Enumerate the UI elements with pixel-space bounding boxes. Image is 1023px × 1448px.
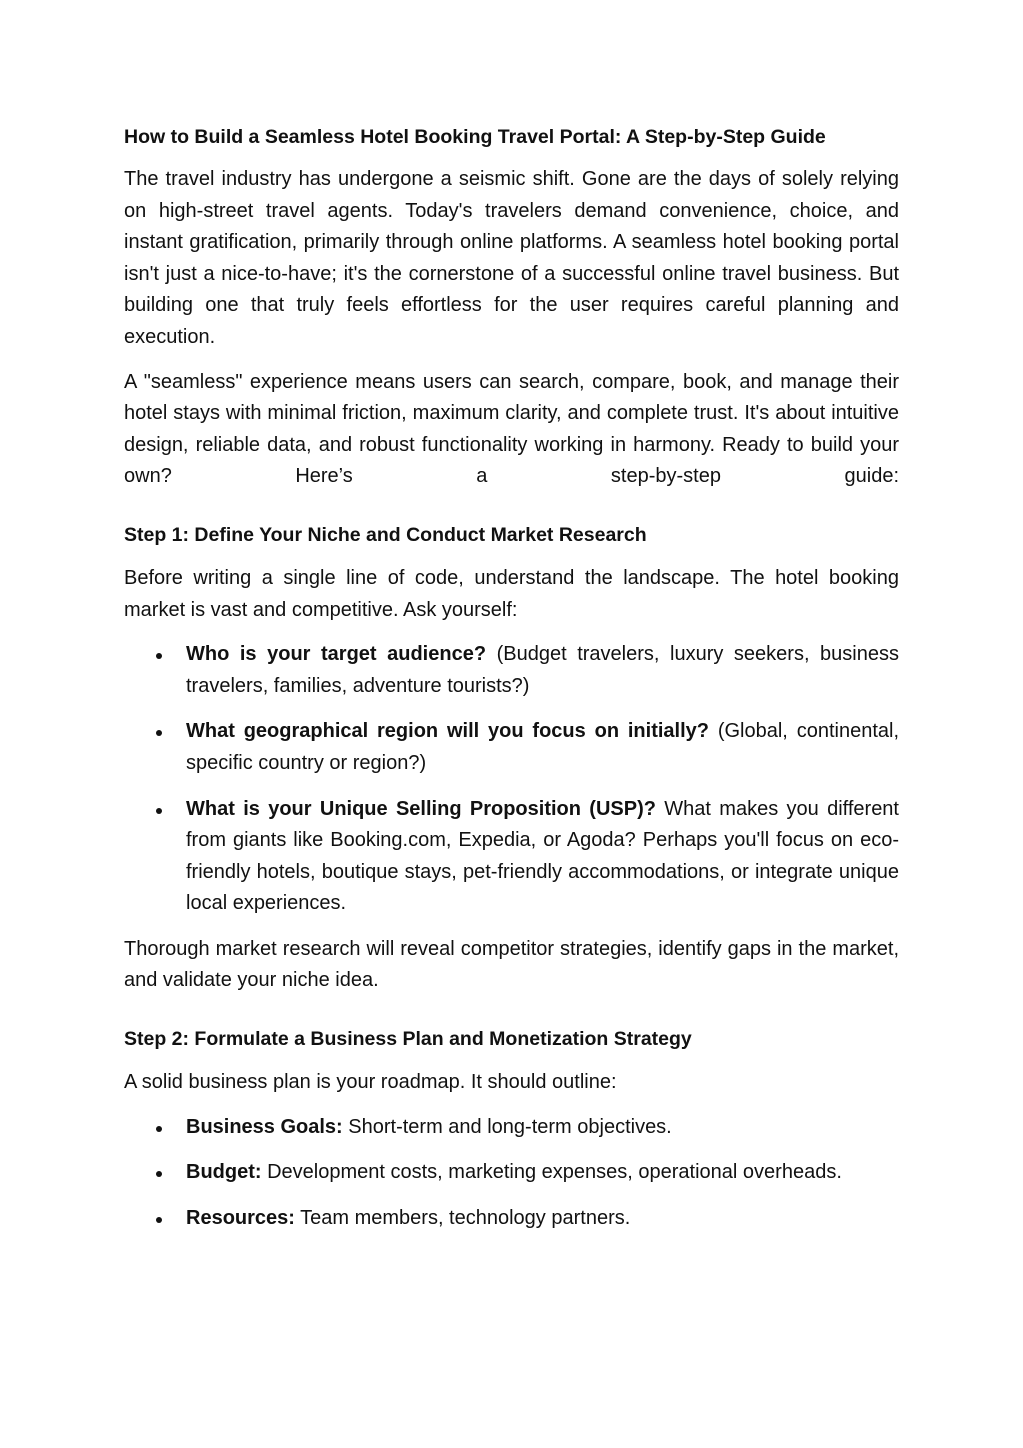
list-item-bold: Resources: — [186, 1206, 295, 1229]
document-title: How to Build a Seamless Hotel Booking Travel Portal: A Step-by-Step Guide — [124, 126, 826, 148]
list-item — [124, 1112, 899, 1144]
step1-bullet-list — [124, 639, 899, 920]
list-item-bold: Budget: — [186, 1161, 262, 1184]
step1-heading: Step 1: Define Your Niche and Conduct Market Research — [124, 523, 647, 546]
list-item-text: (Global, continental, specific country or region?) — [186, 720, 899, 774]
list-item — [124, 1157, 899, 1189]
list-item-bold: Business Goals: — [186, 1115, 343, 1138]
list-item-bold: Who is your target audience? — [186, 643, 487, 666]
intro-paragraph-1: The travel industry has undergone a seismic shift. Gone are the days of solely relying on high-street travel agents. Today's travelers demand convenience, choice, and instant gratification, primarily through online platforms. A seamless hotel booking portal isn't just a nice-to-have; it's the cornerstone of a successful online travel business. But building one that truly feels effortless for the user requires careful planning and execution. — [124, 168, 899, 348]
list-item-text: Team members, technology partners. — [294, 1206, 631, 1229]
list-item-text: Development costs, marketing expenses, operational overheads. — [261, 1161, 842, 1184]
list-item-text: What makes you different from giants like Booking.com, Expedia, or Agoda? Perhaps you'll focus on eco-friendly hotels, boutique stays, pet-friendly accommodations, or integrate unique local experiences. — [186, 797, 899, 915]
bullet-icon — [156, 1171, 162, 1177]
list-item — [124, 1203, 899, 1235]
list-item — [124, 716, 899, 779]
step2-bullet-list — [124, 1112, 899, 1235]
list-item-text: (Budget travelers, luxury seekers, business travelers, families, adventure tourists?) — [186, 643, 899, 697]
bullet-icon — [156, 1217, 162, 1223]
step1-lead: Before writing a single line of code, understand the landscape. The hotel booking market is vast and competitive. Ask yourself: — [124, 566, 899, 621]
bullet-icon — [156, 653, 162, 659]
bullet-icon — [156, 1126, 162, 1132]
step2-heading: Step 2: Formulate a Business Plan and Monetization Strategy — [124, 1028, 692, 1051]
list-item-text: Short-term and long-term objectives. — [342, 1115, 672, 1138]
list-item-bold: What geographical region will you focus on initially? — [186, 720, 709, 743]
bullet-icon — [156, 730, 162, 736]
bullet-icon — [156, 808, 162, 814]
list-item-bold: What is your Unique Selling Proposition (USP)? — [186, 797, 656, 820]
intro-paragraph-2: A "seamless" experience means users can search, compare, book, and manage their hotel stays with minimal friction, maximum clarity, and complete trust. It's about intuitive design, reliable data, and robust functionality working in harmony. Ready to build your own? Here’s a step-by-step guide: — [124, 370, 899, 488]
document-page — [124, 120, 899, 1248]
step2-lead: A solid business plan is your roadmap. It should outline: — [124, 1071, 617, 1094]
list-item — [124, 639, 899, 702]
list-item — [124, 794, 899, 920]
step1-closing: Thorough market research will reveal competitor strategies, identify gaps in the market, and validate your niche idea. — [124, 937, 899, 992]
